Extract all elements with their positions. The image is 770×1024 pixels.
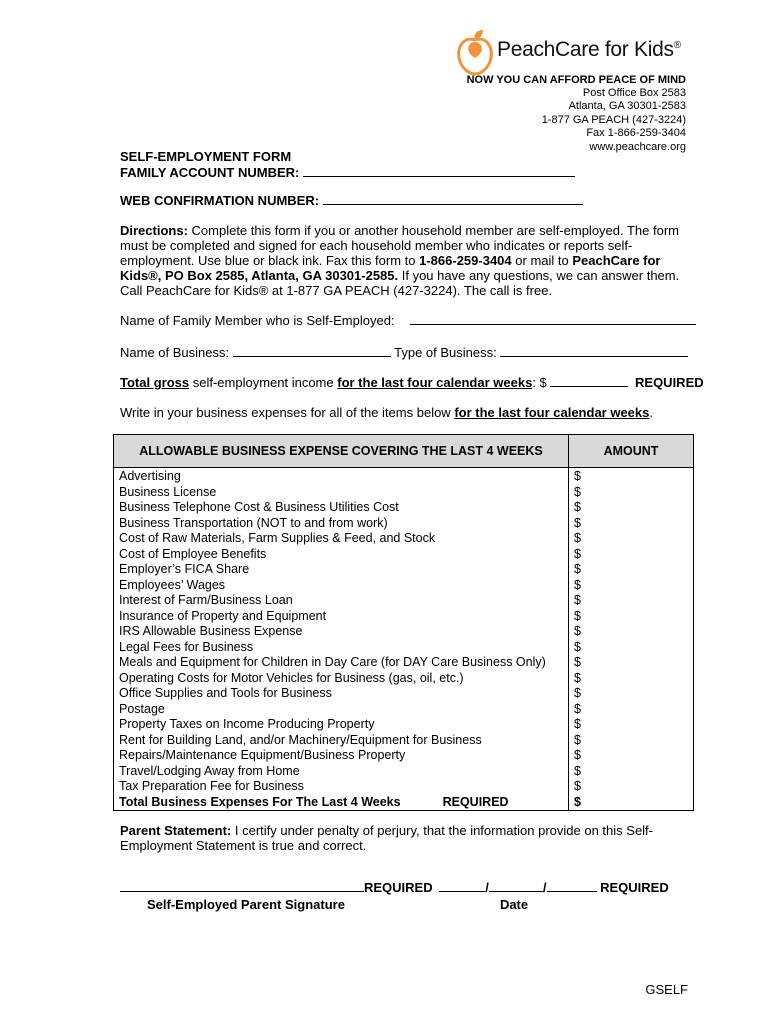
expense-item: Postage [114,702,569,718]
web-confirmation-field[interactable] [323,193,583,205]
expense-item: Office Supplies and Tools for Business [114,686,569,702]
table-row [114,609,694,625]
expense-column-header: ALLOWABLE BUSINESS EXPENSE COVERING THE LAST 4 WEEKS [114,435,569,468]
table-row [114,516,694,532]
amount-field[interactable]: $ [569,593,694,609]
signature-label: Self-Employed Parent Signature [147,897,345,912]
table-row [114,733,694,749]
table-row [114,671,694,687]
table-row [114,764,694,780]
amount-field[interactable]: $ [569,764,694,780]
expense-item: Insurance of Property and Equipment [114,609,569,625]
gross-currency: : $ [532,375,551,390]
amount-field[interactable]: $ [569,748,694,764]
gross-label: Total gross [120,375,190,390]
directions-text: or mail to [511,253,573,268]
table-row [114,655,694,671]
signature-field[interactable] [120,880,364,892]
date-label: Date [499,897,529,912]
total-label-cell [114,795,569,811]
brand-name: PeachCare for Kids [497,38,674,61]
expense-item: Meals and Equipment for Children in Day Care (for DAY Care Business Only) [114,655,569,671]
contact-address [542,87,686,154]
form-header [120,149,575,180]
gross-income-field[interactable] [550,375,628,387]
tagline: NOW YOU CAN AFFORD PEACE OF MIND [466,74,686,86]
table-row [114,640,694,656]
amount-column-header: AMOUNT [569,435,694,468]
business-name-field[interactable] [233,345,391,357]
amount-field[interactable]: $ [569,655,694,671]
mail-address: PeachCare for Kids®, PO Box 2585, Atlanta, GA 30301-2585. [120,253,661,283]
table-row [114,702,694,718]
expense-item: Tax Preparation Fee for Business [114,779,569,795]
family-account-label: FAMILY ACCOUNT NUMBER: [120,165,300,180]
peach-icon [455,28,495,76]
date-separator: / [485,880,489,895]
statement-label: Parent Statement: [120,823,232,838]
fax-line: Fax 1-866-259-3404 [586,127,686,140]
table-row [114,531,694,547]
table-row [114,578,694,594]
address-line: Post Office Box 2583 [582,87,686,99]
gross-period: for the last four calendar weeks [337,375,533,390]
amount-field[interactable]: $ [569,671,694,687]
expense-item: Interest of Farm/Business Loan [114,593,569,609]
expense-item: Travel/Lodging Away from Home [114,764,569,780]
expense-item: Business License [114,485,569,501]
date-day-field[interactable] [489,880,543,892]
expense-item: Cost of Raw Materials, Farm Supplies & Feed, and Stock [114,531,569,547]
table-row [114,485,694,501]
expense-item: Cost of Employee Benefits [114,547,569,563]
date-required: REQUIRED [600,880,669,895]
form-code: GSELF [645,982,688,997]
expense-item: Legal Fees for Business [114,640,569,656]
table-row [114,624,694,640]
directions [120,223,700,298]
signature-block [120,880,669,912]
total-label: Total Business Expenses For The Last 4 Weeks [119,794,401,809]
expense-item: Advertising [114,468,569,485]
amount-field[interactable]: $ [569,531,694,547]
table-row [114,562,694,578]
table-row [114,468,694,485]
fax-number: 1-866-259-3404 [419,253,512,268]
gross-text: self-employment income [189,375,338,390]
amount-field[interactable]: $ [569,578,694,594]
expense-intro: Write in your business expenses for all of the items below [120,405,455,420]
expense-item: Repairs/Maintenance Equipment/Business Property [114,748,569,764]
brand-mark: ® [673,40,681,51]
amount-field[interactable]: $ [569,609,694,625]
total-amount-field[interactable]: $ [569,795,694,811]
table-row [114,748,694,764]
signature-required: REQUIRED [364,880,433,895]
amount-field[interactable]: $ [569,547,694,563]
family-member-label: Name of Family Member who is Self-Employed: [120,313,395,328]
amount-field[interactable]: $ [569,624,694,640]
directions-text: Complete this form if you or another household member are self-employed. The form must be completed and signed for each household member who indicates or reports self-employment. Use blue or black ink. Fax this form to [120,223,680,268]
amount-field[interactable]: $ [569,779,694,795]
amount-field[interactable]: $ [569,516,694,532]
table-row [114,686,694,702]
total-row [114,795,694,811]
gross-required: REQUIRED [635,375,704,390]
business-name-label: Name of Business: [120,345,230,360]
amount-field[interactable]: $ [569,717,694,733]
family-account-field[interactable] [303,165,575,177]
form-title: SELF-EMPLOYMENT FORM [120,149,292,164]
statement-text: I certify under penalty of perjury, that the information provide on this Self-Employment Statement is true and correct. [120,823,654,853]
table-row [114,717,694,733]
directions-label: Directions: [120,223,188,238]
expense-period: for the last four calendar weeks [454,405,650,420]
parent-statement [120,823,700,853]
amount-field[interactable]: $ [569,500,694,516]
expense-intro-end: . [649,405,654,420]
website-line: www.peachcare.org [589,140,686,153]
directions-text: If you have any questions, we can answer them. Call PeachCare for Kids® at 1-877 GA PEACH (427-3224). The call is free. [120,268,680,298]
address-line: Atlanta, GA 30301-2583 [568,100,686,113]
amount-field[interactable]: $ [569,686,694,702]
expense-item: Rent for Building Land, and/or Machinery/Equipment for Business [114,733,569,749]
expense-item: Business Telephone Cost & Business Utilities Cost [114,500,569,516]
expense-item: Employer’s FICA Share [114,562,569,578]
amount-field[interactable]: $ [569,562,694,578]
expense-table [113,434,694,811]
peachcare-logo [455,28,695,78]
expense-item: Business Transportation (NOT to and from work) [114,516,569,532]
amount-field[interactable]: $ [569,468,694,485]
business-type-label: Type of Business: [394,345,497,360]
date-month-field[interactable] [439,880,485,892]
amount-field[interactable]: $ [569,640,694,656]
business-type-field[interactable] [500,345,688,357]
amount-field[interactable]: $ [569,485,694,501]
date-separator: / [542,880,547,895]
table-row [114,779,694,795]
expense-item: Operating Costs for Motor Vehicles for Business (gas, oil, etc.) [114,671,569,687]
table-row [114,593,694,609]
total-required: REQUIRED [442,794,509,809]
table-row [114,500,694,516]
table-row [114,547,694,563]
amount-field[interactable]: $ [569,733,694,749]
family-member-field[interactable] [410,313,696,325]
amount-field[interactable]: $ [569,702,694,718]
expense-item: Employees’ Wages [114,578,569,594]
expense-item: IRS Allowable Business Expense [114,624,569,640]
web-confirmation-label: WEB CONFIRMATION NUMBER: [120,193,320,208]
phone-line: 1-877 GA PEACH (427-3224) [541,113,686,126]
expense-item: Property Taxes on Income Producing Property [114,717,569,733]
date-year-field[interactable] [547,880,597,892]
